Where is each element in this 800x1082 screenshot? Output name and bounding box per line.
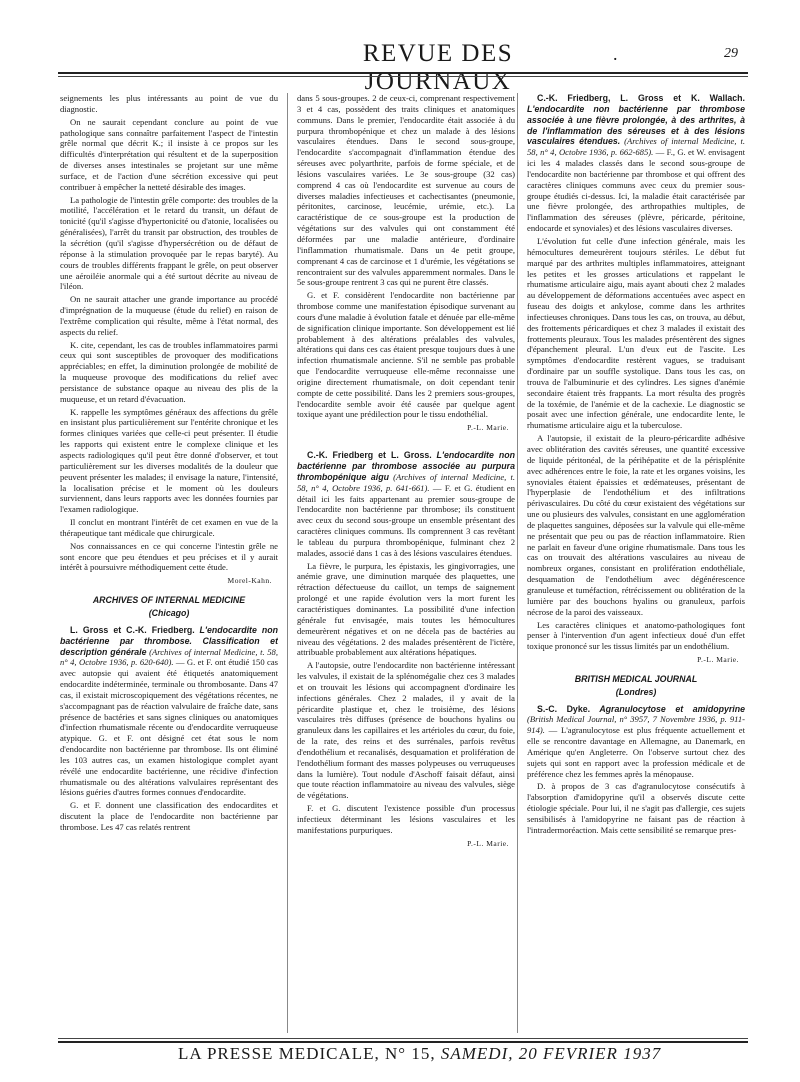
author-signature: P.-L. Marie. [467,423,509,433]
article-entry [527,704,745,780]
paragraph: Les caractères cliniques et anatomo-pathologiques font penser à l'intervention d'un agent infectieux doué d'un effet toxique prononcé sur les tissus limités par un endothélium. [527,619,745,652]
column-middle [297,93,515,1033]
journal-section-title: REVUE DES JOURNAUX [362,40,514,95]
footer-journal: LA PRESSE MEDICALE, [178,1044,380,1063]
paragraph: D. à propos de 3 cas d'agranulocytose consécutifs à l'absorption d'amidopyrine qu'il a observés discute cette étiologie spéciale. Pour lui, il ne s'agit pas d'allergie, ces sujets sensibilisés à l'amidopyrine ne faisant pas de réaction à l'intradermoréaction. Mais cette sensibilité se remarque pres- [527,781,745,835]
article-authors: C.-K. Friedberg, L. Gross et K. Wallach. [537,93,745,103]
paragraph: A l'autopsie, il existait de la pleuro-péricardite adhésive avec oblitération des cavités séreuses, une quantité excessive de liquide péritonéal, de la périhépatite et de la périsplénite avec adhérences entre le foie, la rate et les organes voisins, les synoviales étaient épaissies et œdémateuses, présentant de l'hyperplasie de l'endothélium et des infiltrations périvasculaires. Du côté du cœur existaient des végétations sur une ou plusieurs des valvules, consistant en une agglomération de plaquettes sanguines, déposées sur la valvule qui elle-même ne présentait que peu ou pas de réaction inflammatoire. Rien ne parlait en faveur d'une origine rhumatismale. Dans tous les cas on trouvait des altérations vasculaires au niveau de nombreux organes, consistant en prolifération endothéliale, desquamation de l'endothélium avec dégénérescence granuleuse et tuméfaction, rétrécissement ou oblitération de la lumière par des bouchons hyalins ou granuleux, parfois nécrose de la paroi des vaisseaux. [527,433,745,617]
paragraph: G. et F. donnent une classification des endocardites et discutent la place de l'endocardite non bactérienne par thrombose. Les 47 cas relatés rentrent [60,800,278,832]
article-body: — F., G. et W. envisagent ici les 4 malades classés dans le second sous-groupe de l'endocardite non bactérienne par thrombose et qui offrent des caractères cliniques communs avec ceux du premier sous-groupe étudiés ci-dessus. Ici, la maladie était caractérisée par une fièvre prolongée, des arthropathies multiples, de l'inflammation des séreuses (plèvre, péricarde, péritoine, endocarde et synoviales) et des lésions vasculaires diverses. [527,147,745,234]
article-title: L'endocardite non bactérienne par thrombose associée au purpura thrombopénique aigu [297,450,515,482]
paragraph: K. rappelle les symptômes généraux des affections du grêle en insistant plus particulièrement sur l'entérite chronique et les formes cliniques variées que celle-ci peut présenter. Il étudie les rapports qui existent entre le complexe clinique et les aspects radiologiques qu'il peut être donné d'observer, et tout particulièrement sur les diverses modalités de la douleur que peuvent présenter les malades; il envisage la nature, l'intensité, la localisation précise et le moment où les douleurs surviennent, dans leurs rapports avec les données fournies par l'examen radiologique. [60,406,278,515]
spacer [297,442,515,450]
paragraph: La fièvre, le purpura, les épistaxis, les gingivorragies, une anémie grave, une diminution marquée des plaquettes, une rétraction défectueuse du caillot, un temps de saignement prolongé et une rapide évolution vers la mort furent les caractéristiques dominantes. La possibilité d'une infection générale fut envisagée, mais toutes les hémocultures demeurèrent négatives et on ne décela pas de bactéries au niveau des végétations. 2 des malades présentèrent de l'ictère, attribuable probablement aux altérations hépatiques. [297,560,515,658]
column-divider [517,93,518,1033]
footer-text [178,1044,661,1064]
page-header [58,40,748,95]
article-reference: (Archives of internal Medicine, t. 58, n° 4, Octobre 1936, p. 662-685). [527,136,745,158]
section-heading: ARCHIVES OF INTERNAL MEDICINE [92,595,246,606]
paragraph: On ne saurait cependant conclure au point de vue pathologique sans connaître parfaitement l'aspect de l'intestin grêle normal que décrit K.; il insiste à ce propos sur les difficultés d'interprétation qui résultent et de la superposition de diverses anses intestinales se projetant sur une même surface, et de l'action d'une sécrétion excessive qui peut contribuer à empêcher la netteté désirable des images. [60,116,278,192]
article-reference: (Archives of internal Medicine, t. 58, n° 4, Octobre 1936, p. 620-640). [60,646,278,668]
paragraph: Il conclut en montrant l'intérêt de cet examen en vue de la thérapeutique tant médicale que chirurgicale. [60,517,278,538]
paragraph: A l'autopsie, outre l'endocardite non bactérienne intéressant les valvules, il existait de la splénomégalie chez ces 3 malades et on trouvait les lésions qui accompagnent d'ordinaire les infections générales. Chez 2 malades, il y avait de la péricardite plastique et, chez le troisième, des lésions vasculaires très diffuses (présence de bouchons hyalins ou granuleux dans les capillaires et les artérioles du cœur, du foie, de la rate, des reins et des surrénales, parfois revêtus d'endothélium et recanalisés, desquamation et prolifération de l'endothélium formant des masses polypeuses ou verruqueuses dans la lumière). Tout nodule d'Aschoff faisait défaut, ainsi que toute réaction inflammatoire au niveau des valvules, siège de végétations. [297,660,515,801]
footer-rule-thin [58,1038,748,1039]
section-subheading: (Londres) [615,686,657,697]
article-reference: (Archives of internal Medicine, t. 58, n° 4, Octobre 1936, p. 641-661). [297,471,515,493]
author-signature: P.-L. Marie. [467,838,509,848]
column-right [527,93,745,1033]
article-title: L'endocardite non bactérienne par thrombose. Classification et description générale [60,624,278,657]
footer-issue: N° 15, [385,1044,436,1063]
header-rule-thin [58,76,748,77]
article-authors: C.-K. Friedberg et L. Gross. [307,450,432,461]
paragraph: L'évolution fut celle d'une infection générale, mais les hémocultures demeurèrent toujours stériles. Le début fut marqué par des arthrites multiples inflammatoires, atteignant les petites et les grosses articulations et rappelant le rhumatisme articulaire aigu, mais ayant abouti chez 2 malades au développement de déformations accentuées avec aspect en fuseau des doigts et ankylose, comme dans les arthrites infectieuses chroniques. Dans tous les cas, on trouva, au début, des frottements péricardiques et chez 3 malades il existait des frottements pleuraux. Tous les malades présentèrent des signes d'épanchement pleural. L'un d'eux eut de l'ascite. Les symptômes d'endocardite restèrent vagues, se traduisant d'ordinaire par un souffle systolique. Dans tous les cas, on trouva de l'albuminurie et des cylindres. Les signes d'anémie secondaire étaient très frappants. La mort résulta des progrès de la toxémie, de l'anémie et de la cachexie. Le diagnostic se posait avec une infection générale, une endocardite lente, le rhumatisme articulaire aigu et la tuberculose. [527,235,745,431]
paragraph: dans 5 sous-groupes. 2 de ceux-ci, comprenant respectivement 3 et 4 cas, possèdent des traits cliniques et anatomiques communs. Dans le premier, l'endocardite était associée à du purpura thrombopénique et chez un malade à des lésions vasculaires étendues. Dans le second sous-groupe, l'endocardite s'accompagnait d'inflammation étendue des séreuses avec polyarthrite, parfois de forme spéciale, et de lésions vasculaires variées. Le 3e sous-groupe (32 cas) comprend 4 cas où l'endocardite est survenue au cours de diverses maladies infectieuses et cachectisantes (pneumonie, péritonites, carcinose, leucémie, urémie, etc.). La caractéristique de ce sous-groupe est la production de végétations sur des valvules qui ont constamment été déformées par une maladie antérieure, d'ordinaire l'inflammation rhumatismale. Dans un 4e petit groupe, comprenant 4 cas de carcinose et 1 d'urémie, les végétations se rencontraient sur des valvules apparemment normales. Dans le 5e sous-groupe rentrent 3 cas qui ne purent être classés. [297,93,515,288]
article-entry [60,625,278,799]
paragraph: On ne saurait attacher une grande importance au procédé d'imprégnation de la muqueuse (étude du relief) en raison de l'extrême complication qui résulte, même à l'état normal, des aspects du relief. [60,294,278,337]
article-entry [297,450,515,558]
column-left [60,93,278,1033]
author-signature: Morel-Kahn. [227,576,272,586]
paragraph: La pathologie de l'intestin grêle comporte: des troubles de la motilité, l'accélération et le retard du transit, un défaut de tonicité (qu'il s'agisse d'hypertonicité ou d'atonie, localisées ou généralisées), l'arrêt du transit par obstruction, des troubles de la sécrétion (qu'il s'agisse d'hypersécrétion ou de défaut de réponse à la stimulation provoquée par le repas baryté). Au cours de troubles différents frappant le grêle, on peut observer une aéroiléie anormale qui a été surtout décrite au niveau de l'iléon. [60,194,278,292]
paragraph: F. et G. discutent l'existence possible d'un processus infectieux déterminant les lésions vasculaires et les manifestations purpuriques. [297,803,515,835]
article-body: — F. et G. étudient en détail ici les faits appartenant au premier sous-groupe de l'endocardite non bactérienne par thrombose; ils constituent avec ceux du second sous-groupe un ensemble présentant des caractères cliniques communs. Ils comprennent 3 cas revêtant le tableau du purpura thrombopénique, fulminant chez 2 malades, associé dans 1 cas à des lésions vasculaires étendues. [297,482,515,558]
header-rule-thick [58,72,748,74]
article-authors: L. Gross et C.-K. Friedberg. [70,624,195,635]
article-entry [527,93,745,234]
author-signature: P.-L. Marie. [697,655,739,665]
article-body: — L'agranulocytose est plus fréquente actuellement et elle se rencontre davantage en Allemagne, au Danemark, en Amérique qu'en Angleterre. On l'observe surtout chez des sujets qui sont en rapport avec la profession médicale et de préférence chez les femmes après la ménopause. [527,725,745,779]
footer-rule-thick [58,1041,748,1043]
section-heading: BRITISH MEDICAL JOURNAL [574,673,698,684]
header-dot: . [613,44,618,64]
paragraph: seignements les plus intéressants au point de vue du diagnostic. [60,93,278,114]
article-title: L'endocardite non bactérienne par thrombose associée à une fièvre prolongée, à des arthrites, à de l'inflammation des séreuses et à des lésions vasculaires étendues. [527,103,745,147]
section-subheading: (Chicago) [148,607,190,618]
article-body: — G. et F. ont étudié 150 cas avec autopsie qui avaient été étiquetés anatomiquement endocardite indéterminée, terminale ou thrombosante. Dans 47 cas, il existait microscopiquement des végétations récentes, ne s'accompagnant pas de réaction valvulaire de fraîche date, sans présence de bactéries et sans signes cliniques ou anatomiques d'infection rhumatismale récente ou d'endocardite verruqueuse atypique. G. et F. ont désigné cet état sous le nom d'endocardite non bactérienne par thrombose. Ils ont éliminé les 103 autres cas, un examen histologique complet ayant révélé une endocardite bactérienne, une récidive d'infection rhumatismale ou des altérations valvulaires représentant des lésions guéries d'autres formes connues d'endocardite. [60,657,278,798]
article-title: Agranulocytose et amidopyrine [599,703,745,714]
paragraph: K. cite, cependant, les cas de troubles inflammatoires parmi ceux qui sont susceptibles de provoquer des modifications appréciables; en effet, la diminution prolongée de mobilité de la muqueuse provoque des modifications du relief avec persistance de substance opaque au niveau des plis de la muqueuse, et un retard d'évacuation. [60,339,278,404]
column-divider [287,93,288,1033]
footer-date: SAMEDI, 20 FEVRIER 1937 [440,1044,662,1063]
article-authors: S.-C. Dyke. [537,703,591,714]
page-number: 29 [724,46,738,61]
page-footer [58,1038,748,1066]
paragraph: G. et F. considèrent l'endocardite non bactérienne par thrombose comme une manifestation épisodique survenant au cours d'une maladie à évolution fatale et dénuée par elle-même de signification clinique importante. Son développement est lié probablement à des altérations préalables des valvules, altérations qui dans ces cas étaient presque toujours dues à une infection rhumatismale ancienne. S'il ne semble pas probable que l'endocardite verruqueuse elle-même reconnaisse une origine directement rhumatismale, on doit cependant tenir compte de cette possibilité. Dans les 2 premiers sous-groupes, l'endocardite semble avoir été causée par quelque agent toxique ayant une prédilection pour le tissu endothélial. [297,290,515,420]
paragraph: Nos connaissances en ce qui concerne l'intestin grêle ne sont encore que peu étendues et peu précises et il y aurait intérêt à poursuivre méthodiquement cette étude. [60,540,278,573]
article-reference: (British Medical Journal, n° 3957, 7 Novembre 1936, p. 911-914). [527,714,745,736]
